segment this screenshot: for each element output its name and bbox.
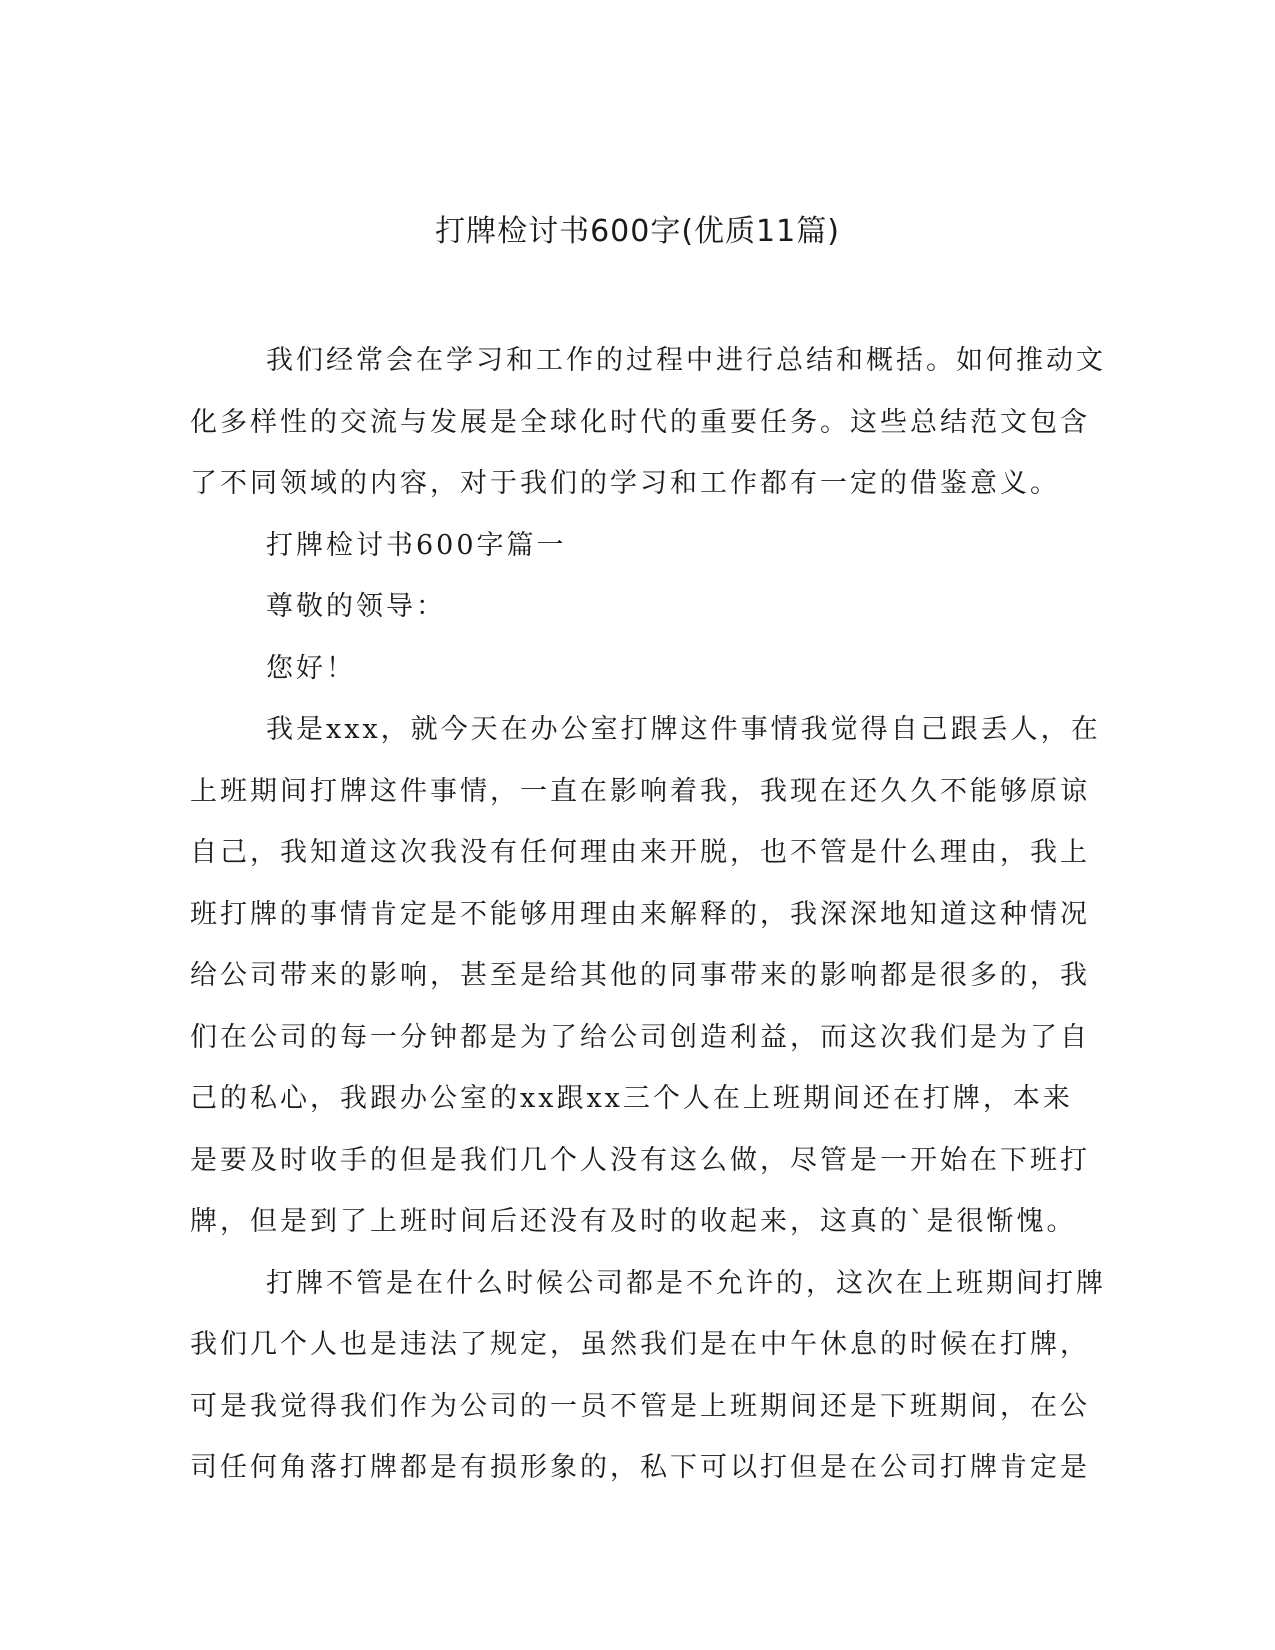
- text-line: 司任何角落打牌都是有损形象的，私下可以打但是在公司打牌肯定是: [190, 1452, 1090, 1483]
- greeting: [190, 638, 1085, 700]
- text-line: 己的私心，我跟办公室的xx跟xx三个人在上班期间还在打牌，本来: [190, 1083, 1073, 1114]
- text-line: 牌，但是到了上班时间后还没有及时的收起来，这真的`是很惭愧。: [190, 1206, 1077, 1237]
- text-line: 班打牌的事情肯定是不能够用理由来解释的，我深深地知道这种情况: [190, 898, 1090, 930]
- text-line: 自己，我知道这次我没有任何理由来开脱，也不管是什么理由，我上: [190, 837, 1090, 868]
- text-line: 给公司带来的影响，甚至是给其他的同事带来的影响都是很多的，我: [190, 960, 1090, 991]
- text-line: 尊敬的领导：: [266, 591, 446, 622]
- text-line: 可是我觉得我们作为公司的一员不管是上班期间还是下班期间，在公: [190, 1390, 1090, 1422]
- text-line: 我们经常会在学习和工作的过程中进行总结和概括。如何推动文: [266, 345, 1106, 376]
- text-line: 我是xxx，就今天在办公室打牌这件事情我觉得自己跟丢人，在: [266, 714, 1101, 745]
- text-line: 上班期间打牌这件事情，一直在影响着我，我现在还久久不能够原谅: [190, 775, 1090, 807]
- text-line: 打牌检讨书600字篇一: [266, 529, 567, 561]
- document-body: [190, 330, 1106, 1499]
- body-paragraph: [190, 1253, 1106, 1499]
- salutation: [190, 576, 1085, 638]
- text-line: 化多样性的交流与发展是全球化时代的重要任务。这些总结范文包含: [190, 406, 1090, 438]
- body-paragraph: [190, 699, 1101, 1253]
- text-line: 您好！: [266, 652, 356, 684]
- document-title: 打牌检讨书600字(优质11篇): [435, 214, 840, 249]
- intro-paragraph: [190, 330, 1106, 515]
- text-line: 我们几个人也是违法了规定，虽然我们是在中午休息的时候在打牌，: [190, 1329, 1090, 1360]
- text-line: 们在公司的每一分钟都是为了给公司创造利益，而这次我们是为了自: [190, 1021, 1090, 1053]
- text-line: 了不同领域的内容，对于我们的学习和工作都有一定的借鉴意义。: [190, 468, 1060, 499]
- text-line: 打牌不管是在什么时候公司都是不允许的，这次在上班期间打牌: [266, 1267, 1106, 1299]
- section-heading: [190, 515, 1085, 577]
- text-line: 是要及时收手的但是我们几个人没有这么做，尽管是一开始在下班打: [190, 1144, 1090, 1176]
